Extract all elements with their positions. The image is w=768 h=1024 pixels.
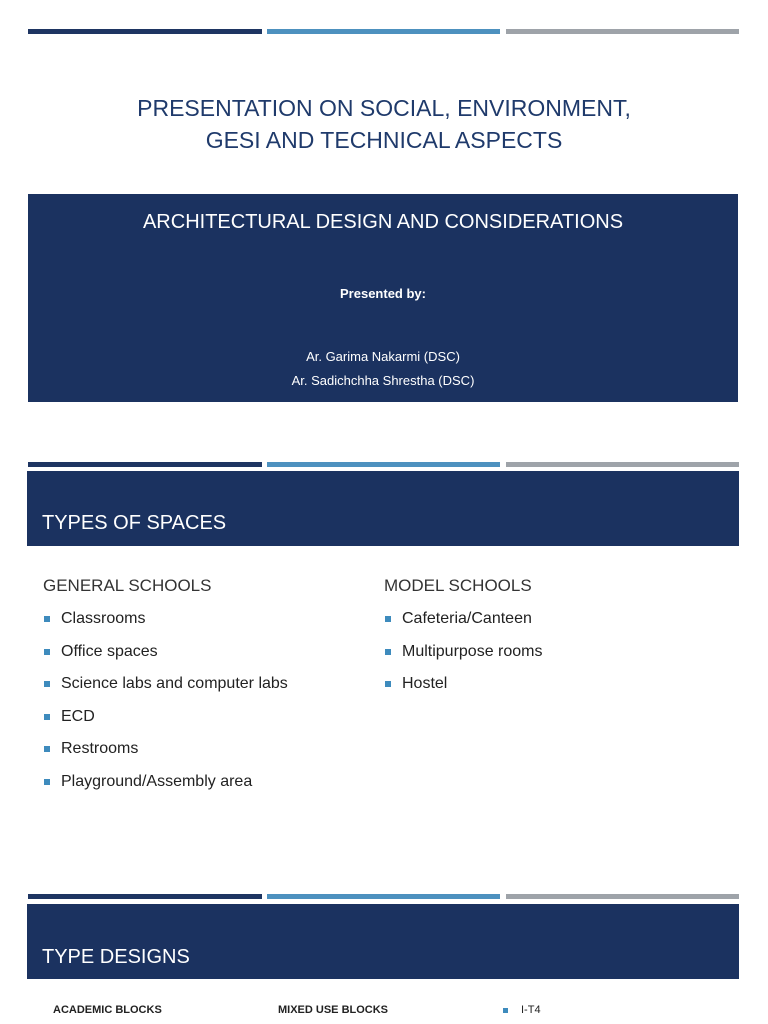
- title-line-1: PRESENTATION ON SOCIAL, ENVIRONMENT,: [137, 95, 631, 121]
- subtitle-banner: [28, 194, 738, 402]
- presentation-title: [0, 92, 768, 156]
- list-item-label: Multipurpose rooms: [402, 642, 543, 660]
- list-item: [43, 772, 288, 805]
- slide-title: TYPE DESIGNS: [42, 946, 190, 968]
- subtitle: ARCHITECTURAL DESIGN AND CONSIDERATIONS: [142, 211, 624, 233]
- list-item-label: Science labs and computer labs: [61, 675, 288, 693]
- bullet-icon: [44, 779, 50, 785]
- list-item: [384, 609, 543, 642]
- author-2: Ar. Sadichchha Shrestha (DSC): [291, 373, 475, 388]
- list-item-label: Restrooms: [61, 740, 139, 758]
- list-item: [384, 674, 543, 707]
- accent-stripe-blue: [267, 894, 500, 899]
- accent-stripe-blue: [267, 462, 500, 467]
- list-item: [43, 609, 288, 642]
- bullet-icon: [44, 681, 50, 687]
- model-schools-heading: MODEL SCHOOLS: [384, 576, 532, 595]
- list-item-label: Classrooms: [61, 610, 146, 627]
- bullet-icon: [44, 746, 50, 752]
- bullet-icon: [385, 616, 391, 622]
- accent-stripe-dark: [28, 29, 262, 34]
- list-item-label: ECD: [61, 707, 95, 725]
- list-item: [43, 707, 288, 740]
- list-item: [384, 642, 543, 675]
- bullet-icon: [44, 649, 50, 655]
- accent-stripe-gray: [506, 894, 739, 899]
- type-design-item: I-T4: [521, 1004, 541, 1016]
- slide-title: TYPES OF SPACES: [42, 512, 227, 534]
- presented-by-label: Presented by:: [340, 286, 426, 301]
- general-schools-heading: GENERAL SCHOOLS: [43, 576, 212, 595]
- academic-blocks-heading: ACADEMIC BLOCKS: [53, 1004, 162, 1016]
- list-item: [43, 642, 288, 675]
- list-item-label: Office spaces: [61, 642, 158, 660]
- model-schools-list: [384, 609, 543, 707]
- accent-stripe-gray: [506, 29, 739, 34]
- author-1: Ar. Garima Nakarmi (DSC): [306, 349, 460, 364]
- bullet-icon: [44, 714, 50, 720]
- mixed-use-blocks-heading: MIXED USE BLOCKS: [278, 1004, 389, 1016]
- accent-stripe-dark: [28, 894, 262, 899]
- accent-stripe-dark: [28, 462, 262, 467]
- general-schools-list: [43, 609, 288, 805]
- slide-header: [27, 904, 739, 979]
- list-item-label: Playground/Assembly area: [61, 772, 253, 790]
- accent-stripe-blue: [267, 29, 500, 34]
- title-line-2: GESI AND TECHNICAL ASPECTS: [205, 127, 563, 153]
- bullet-icon: [44, 616, 50, 622]
- list-item-label: Hostel: [402, 675, 448, 693]
- list-item: [43, 674, 288, 707]
- bullet-icon: [385, 649, 391, 655]
- list-item-label: Cafeteria/Canteen: [402, 610, 532, 627]
- accent-stripe-gray: [506, 462, 739, 467]
- list-item: [43, 739, 288, 772]
- bullet-icon: [503, 1008, 508, 1013]
- bullet-icon: [385, 681, 391, 687]
- slide-header: [27, 471, 739, 546]
